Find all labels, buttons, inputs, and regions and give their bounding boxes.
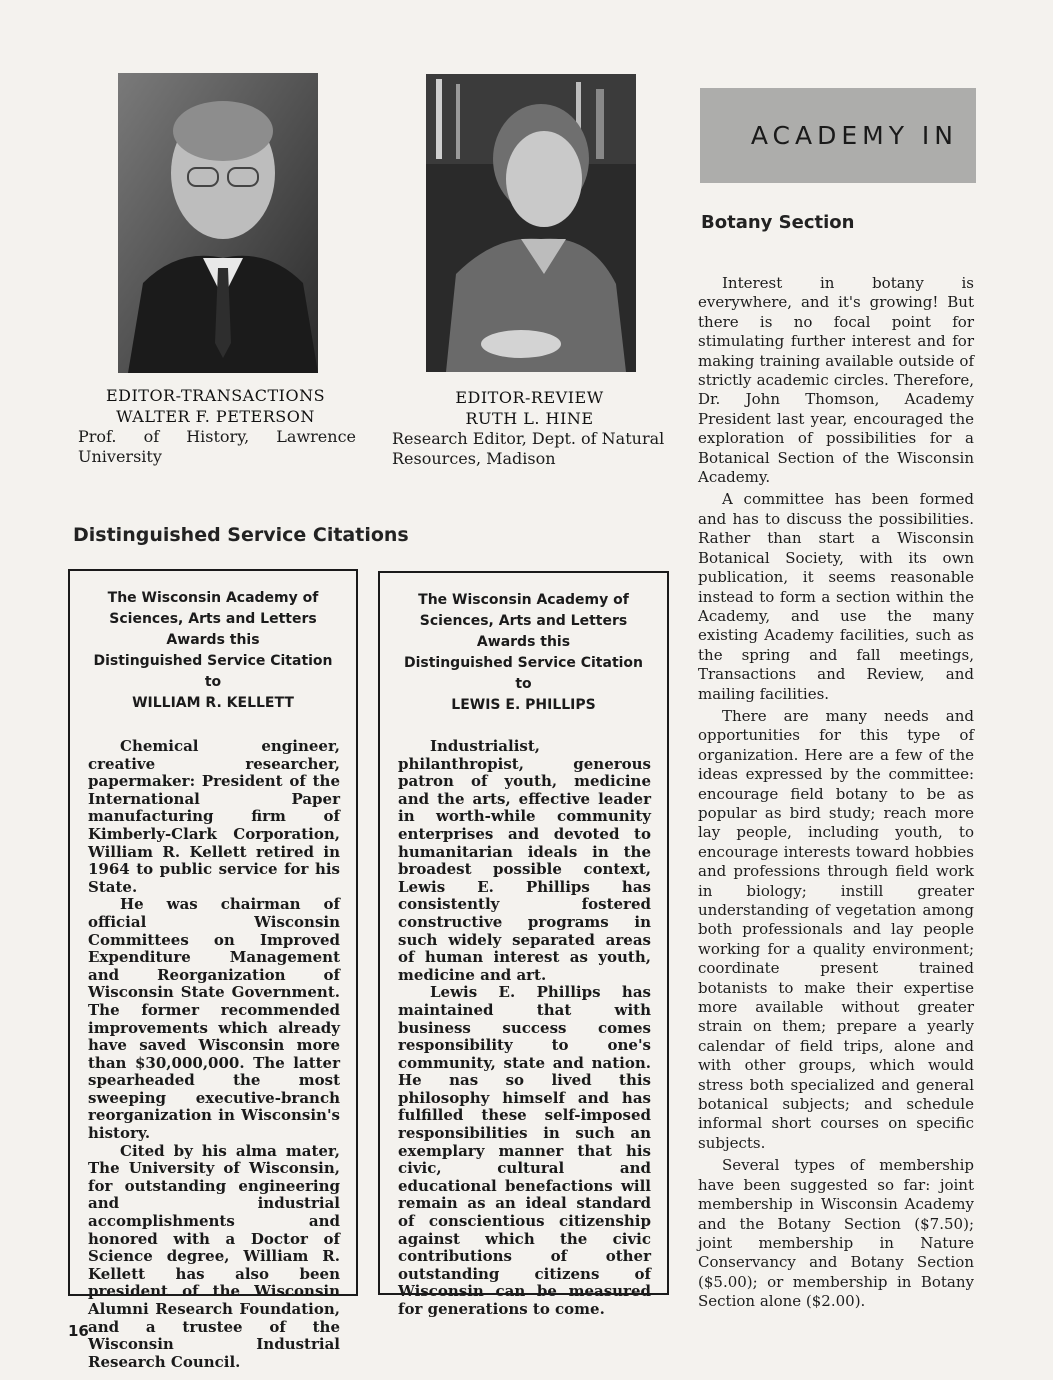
portrait-man-graphic — [118, 73, 318, 373]
editor-role-review: EDITOR-REVIEW — [455, 388, 604, 407]
photo-ruth-hine — [426, 74, 636, 372]
citation-honoree-name: LEWIS E. PHILLIPS — [451, 697, 596, 713]
editor-affiliation-hine: Research Editor, Dept. of Natural Resources, Madison — [392, 429, 665, 468]
citation-body-kellett — [88, 738, 340, 1371]
citation-line: The Wisconsin Academy of — [107, 590, 319, 606]
banner-academy-in: ACADEMY IN — [700, 88, 976, 183]
citation-line: Sciences, Arts and Letters — [419, 613, 628, 629]
citation-line: Sciences, Arts and Letters — [109, 611, 317, 627]
citation-paragraph: Lewis E. Phillips has maintained that with business success comes responsibility to one's community, state and nation. He nas so lived this philosophy himself and has fulfilled these self-imposed responsibilities in such an exemplary manner that his civic, cultural and educational benefactions will remain as an ideal standard of conscientious citizenship against which the civic contributions of other outstanding citizens of Wisconsin can be measured for generations to come. — [398, 983, 651, 1318]
citation-paragraph: Industrialist, philanthropist, generous patron of youth, medicine and the arts, effective leader in worth-while community enterprises and devoted to humanitarian ideals in the broadest possible context, Lewis E. Phillips has consistently fostered constructive programs in such widely separated areas of human interest as youth, medicine and art. — [398, 737, 651, 984]
citation-honoree-name: WILLIAM R. KELLETT — [132, 695, 294, 711]
citation-line: to — [204, 674, 222, 690]
portrait-woman-graphic — [426, 74, 636, 372]
botany-paragraph: Interest in botany is everywhere, and it's growing! But there is no focal point for stimulating further interest and for making training available outside of strictly academic circles. Therefore, Dr. John Thomson, Academy President last year, encouraged the exploration of possibilities for a Botanical Section of the Wisconsin Academy. — [698, 274, 974, 487]
citation-line: Awards this — [476, 634, 571, 650]
citation-heading-phillips — [380, 590, 667, 716]
botany-section-heading: Botany Section — [701, 212, 855, 233]
citation-line: to — [515, 676, 532, 692]
botany-article-body — [698, 274, 974, 1312]
citation-paragraph: Cited by his alma mater, The University of Wisconsin, for outstanding engineering and industrial accomplishments and honored with a Doctor of Science degree, William R. Kellett has also been president of the Wisconsin Alumni Research Foundation, and a trustee of the Wisconsin Industrial Research Council. — [88, 1141, 340, 1371]
editor-name-hine: RUTH L. HINE — [465, 409, 594, 428]
editor-role-transactions: EDITOR-TRANSACTIONS — [105, 386, 326, 405]
citation-line: Distinguished Service Citation — [403, 655, 644, 671]
editor-name-peterson: WALTER F. PETERSON — [116, 407, 315, 426]
botany-paragraph: A committee has been formed and has to discuss the possibilities. Rather than start a Wisconsin Botanical Society, with its own publication, it seems reasonable instead to form a section within the Academy, and use the many existing Academy facilities, such as the spring and fall meetings, Transactions and Review, and mailing facilities. — [698, 490, 974, 703]
citation-paragraph: He was chairman of official Wisconsin Committees on Improved Expenditure Management and Reorganization of Wisconsin State Government. The former recommended improvements which already have saved Wisconsin more than $30,000,000. The latter spearheaded the most sweeping executive-branch reorganization in Wisconsin's history. — [88, 895, 340, 1143]
citation-line: Distinguished Service Citation — [93, 653, 333, 669]
citation-body-phillips — [398, 738, 651, 1319]
page-number: 16 — [68, 1322, 89, 1340]
citation-line: Awards this — [166, 632, 260, 648]
section-heading-citations: Distinguished Service Citations — [73, 524, 409, 546]
citation-line: The Wisconsin Academy of — [418, 592, 629, 608]
editor-affiliation-peterson: Prof. of History, Lawrence University — [78, 427, 356, 466]
citation-box-phillips — [378, 571, 669, 1318]
citation-heading-kellett — [70, 588, 356, 714]
photo-walter-peterson — [118, 73, 318, 373]
botany-paragraph: Several types of membership have been suggested so far: joint membership in Wisconsin Academy and the Botany Section ($7.50); joint membership in Nature Conservancy and Botany Section ($5.00); or membership in Botany Section alone ($2.00). — [698, 1156, 974, 1311]
citation-paragraph: Chemical engineer, creative researcher, papermaker: President of the International Paper manufacturing firm of Kimberly-Clark Corporation, William R. Kellett retired in 1964 to public service for his State. — [88, 737, 340, 896]
botany-paragraph: There are many needs and opportunities for this type of organization. Here are a few of the ideas expressed by the committee: encourage field botany to be as popular as bird study; reach more lay people, including youth, to encourage interests toward hobbies and professions through field work in biology; instill greater understanding of vegetation among both professionals and lay people working for a quality environment; coordinate present trained botanists to make their expertise more available without greater strain on them; prepare a yearly calendar of field trips, alone and with other groups, which would stress both specialized and general botanical subjects; and schedule informal short courses on specific subjects. — [698, 706, 974, 1152]
